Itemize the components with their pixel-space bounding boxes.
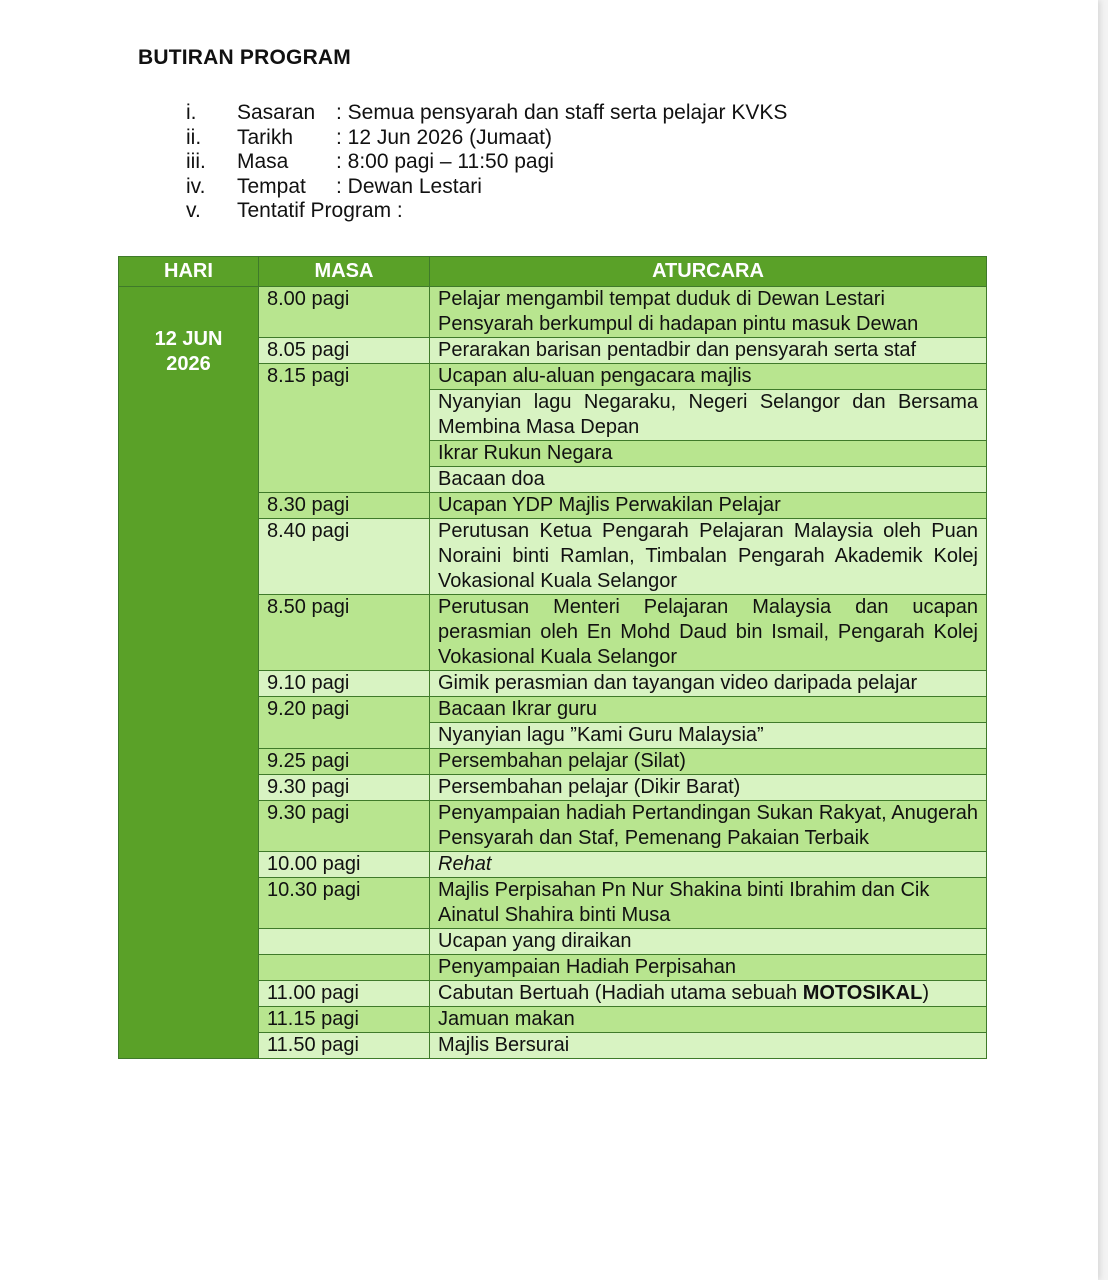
detail-row-tarikh [0, 126, 1000, 151]
masa-cell: 9.20 pagi [259, 697, 430, 749]
detail-label: Sasaran [237, 101, 316, 124]
masa-cell [259, 929, 430, 955]
aturcara-cell: Jamuan makan [430, 1007, 987, 1033]
aturcara-cell: Persembahan pelajar (Silat) [430, 749, 987, 775]
masa-cell: 9.30 pagi [259, 801, 430, 852]
aturcara-cell: Rehat [430, 852, 987, 878]
masa-cell: 8.40 pagi [259, 519, 430, 595]
detail-number: v. [186, 199, 201, 223]
detail-number: i. [186, 101, 197, 124]
aturcara-cell: Persembahan pelajar (Dikir Barat) [430, 775, 987, 801]
aturcara-cell: Ucapan YDP Majlis Perwakilan Pelajar [430, 493, 987, 519]
aturcara-cell: Perutusan Menteri Pelajaran Malaysia dan ucapan perasmian oleh En Mohd Daud bin Ismail, Pengarah Kolej Vokasional Kuala Selangor [430, 595, 987, 671]
masa-cell: 11.15 pagi [259, 1007, 430, 1033]
aturcara-cell: Nyanyian lagu Negaraku, Negeri Selangor dan Bersama Membina Masa Depan [430, 390, 987, 441]
masa-cell: 11.00 pagi [259, 981, 430, 1007]
aturcara-cell: Penyampaian hadiah Pertandingan Sukan Rakyat, Anugerah Pensyarah dan Staf, Pemenang Pakaian Terbaik [430, 801, 987, 852]
aturcara-cell [430, 981, 987, 1007]
aturcara-cell: Majlis Bersurai [430, 1033, 987, 1059]
program-details [0, 101, 1000, 224]
detail-row-tentatif [0, 199, 1000, 224]
detail-value: : Dewan Lestari [336, 174, 482, 198]
detail-label: Masa [237, 150, 289, 174]
masa-cell: 8.05 pagi [259, 338, 430, 364]
header-masa: MASA [259, 257, 430, 287]
masa-cell: 8.30 pagi [259, 493, 430, 519]
masa-cell: 8.15 pagi [259, 364, 430, 493]
aturcara-cell: Perutusan Ketua Pengarah Pelajaran Malaysia oleh Puan Noraini binti Ramlan, Timbalan Pengarah Akademik Kolej Vokasional Kuala Selangor [430, 519, 987, 595]
masa-cell: 10.30 pagi [259, 878, 430, 929]
hari-date: 12 JUN 2026 [154, 328, 223, 375]
masa-cell: 9.30 pagi [259, 775, 430, 801]
page-title: BUTIRAN PROGRAM [138, 46, 351, 69]
detail-value: : 8:00 pagi – 11:50 pagi [336, 150, 554, 174]
aturcara-cell: Ikrar Rukun Negara [430, 441, 987, 467]
detail-row-tempat [0, 175, 1000, 200]
detail-value: : Semua pensyarah dan staff serta pelajar KVKS [336, 101, 788, 124]
aturcara-cell: Perarakan barisan pentadbir dan pensyarah serta staf [430, 338, 987, 364]
detail-number: ii. [186, 125, 202, 149]
detail-label: Tarikh [237, 125, 294, 149]
schedule-table [118, 256, 987, 1059]
detail-row-masa [0, 150, 1000, 175]
masa-cell: 10.00 pagi [259, 852, 430, 878]
aturcara-cell: Majlis Perpisahan Pn Nur Shakina binti Ibrahim dan Cik Ainatul Shahira binti Musa [430, 878, 987, 929]
table-header-row [119, 257, 987, 287]
aturcara-cell: Gimik perasmian dan tayangan video daripada pelajar [430, 671, 987, 697]
masa-cell [259, 955, 430, 981]
detail-number: iii. [186, 150, 206, 174]
aturcara-bold-text: MOTOSIKAL [802, 982, 923, 1004]
header-hari: HARI [119, 257, 259, 287]
header-aturcara: ATURCARA [430, 257, 987, 287]
masa-cell: 9.10 pagi [259, 671, 430, 697]
aturcara-cell: Bacaan doa [430, 467, 987, 493]
aturcara-cell: Penyampaian Hadiah Perpisahan [430, 955, 987, 981]
aturcara-text-end: ) [922, 982, 929, 1004]
aturcara-cell: Ucapan yang diraikan [430, 929, 987, 955]
masa-cell: 11.50 pagi [259, 1033, 430, 1059]
detail-label: Tentatif Program : [237, 199, 403, 223]
aturcara-cell: Ucapan alu-aluan pengacara majlis [430, 364, 987, 390]
aturcara-cell: Nyanyian lagu ”Kami Guru Malaysia” [430, 723, 987, 749]
masa-cell: 8.50 pagi [259, 595, 430, 671]
detail-value: : 12 Jun 2026 (Jumaat) [336, 125, 552, 149]
aturcara-cell: Bacaan Ikrar guru [430, 697, 987, 723]
detail-row-sasaran [0, 101, 1000, 126]
table-row [119, 287, 987, 338]
aturcara-cell: Pelajar mengambil tempat duduk di Dewan Lestari Pensyarah berkumpul di hadapan pintu masuk Dewan [430, 287, 987, 338]
masa-cell: 8.00 pagi [259, 287, 430, 338]
detail-number: iv. [186, 174, 206, 198]
aturcara-text: Cabutan Bertuah (Hadiah utama sebuah [438, 982, 803, 1004]
detail-label: Tempat [237, 174, 306, 198]
masa-cell: 9.25 pagi [259, 749, 430, 775]
hari-cell [119, 287, 259, 1059]
